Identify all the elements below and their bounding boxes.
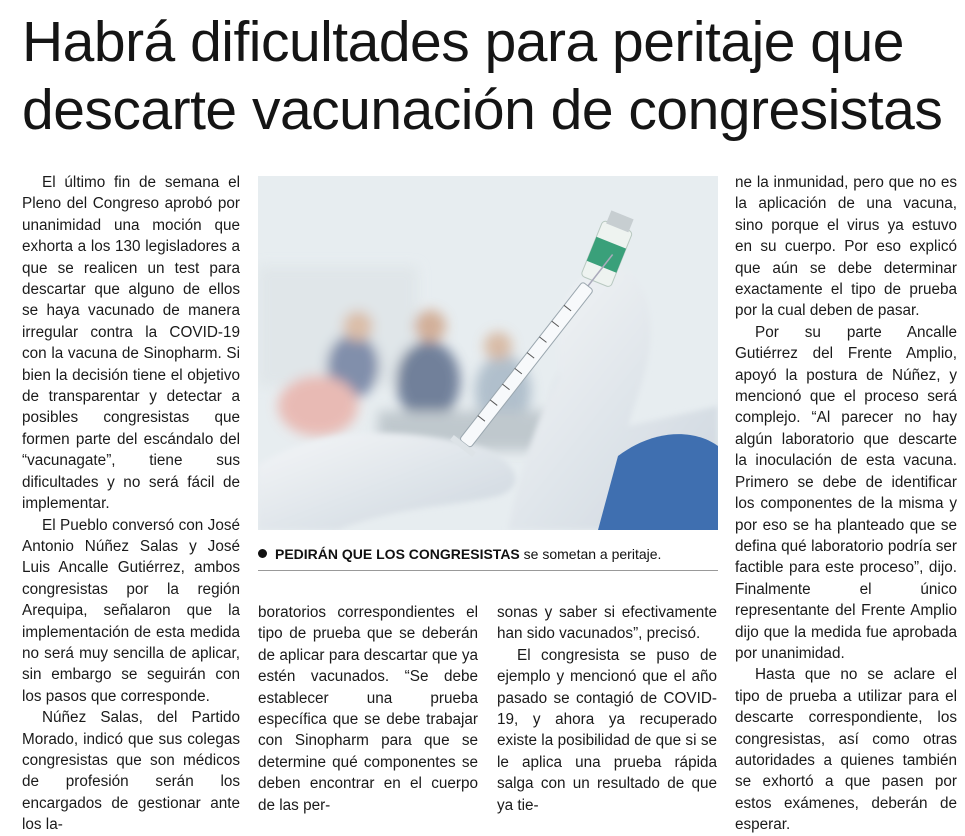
vaccine-syringe-illustration (258, 176, 718, 530)
photo-caption (258, 545, 718, 563)
paragraph: boratorios correspondientes el tipo de prueba que se deberán de aplicar para descartar que ya estén vacunados. “Se debe establecer una prueba específica que se debe trabajar con Sinopharm para que se determine qué componentes se deben encontrar en el cuerpo de las per- (258, 604, 478, 814)
article-column-4 (735, 172, 957, 836)
paragraph: Núñez Salas, del Partido Morado, indicó que sus colegas congresistas que son médicos de profesión serán los encargados de gestionar ante los la- (22, 709, 240, 834)
caption-text: se sometan a peritaje. (519, 546, 662, 562)
paragraph: El Pueblo conversó con José Antonio Núñez Salas y José Luis Ancalle Gutiérrez, ambos congresistas por la región Arequipa, señalaron que la implementación de esta medida no será muy sencilla de aplicar, sin embargo se seguirán con los pasos que corresponde. (22, 516, 240, 705)
caption-divider (258, 570, 718, 571)
bullet-icon (258, 549, 267, 558)
article-column-2 (258, 602, 478, 816)
paragraph: Hasta que no se aclare el tipo de prueba a utilizar para el descarte correspondiente, los congresistas, así como otras autoridades a quienes también se exhortó a que pasen por estos exámenes, deberán de esperar. (735, 666, 957, 834)
caption-lead: PEDIRÁN QUE LOS CONGRESISTAS (275, 546, 520, 562)
headline: Habrá dificultades para peritaje que descarte vacunación de congresistas (22, 10, 943, 142)
paragraph: El último fin de semana el Pleno del Congreso aprobó por unanimidad una moción que exhorta a los 130 legisladores a que se realicen un test para descartar que alguno de ellos se haya vacunado de manera irregular contra la COVID-19 con la vacuna de Sinopharm. Si bien la decisión tiene el objetivo de transparentar y detectar a posibles congresistas que formen parte del escándalo del “vacunagate”, tiene sus dificultades y no será fácil de implementar. (22, 174, 240, 513)
paragraph: sonas y saber si efectivamente han sido vacunados”, precisó. (497, 604, 717, 643)
vaccine-photo (258, 176, 718, 530)
article-column-3 (497, 602, 717, 816)
paragraph: ne la inmunidad, pero que no es la aplicación de una vacuna, sino porque el virus ya estuvo en su cuerpo. Por eso explicó que aún se debe determinar exactamente el tipo de prueba por la cual deben de pasar. (735, 174, 957, 320)
paragraph: El congresista se puso de ejemplo y mencionó que el año pasado se contagió de COVID-19, y ahora ya recuperado existe la posibilidad de que si se le aplica una prueba rápida salga con un resultado de que ya tie- (497, 646, 717, 814)
article-column-1 (22, 172, 240, 836)
paragraph: Por su parte Ancalle Gutiérrez del Frente Amplio, apoyó la postura de Núñez, y mencionó que el proceso será complejo. “Al parecer no hay algún laboratorio que descarte la inoculación de esta vacuna. Primero se debe de identificar los componentes de la misma y por eso se ha planteado que se defina qué laboratorio podría ser factible para este proceso”, dijo. Finalmente el único representante del Frente Amplio dijo que la medida fue aprobada por unanimidad. (735, 323, 957, 662)
